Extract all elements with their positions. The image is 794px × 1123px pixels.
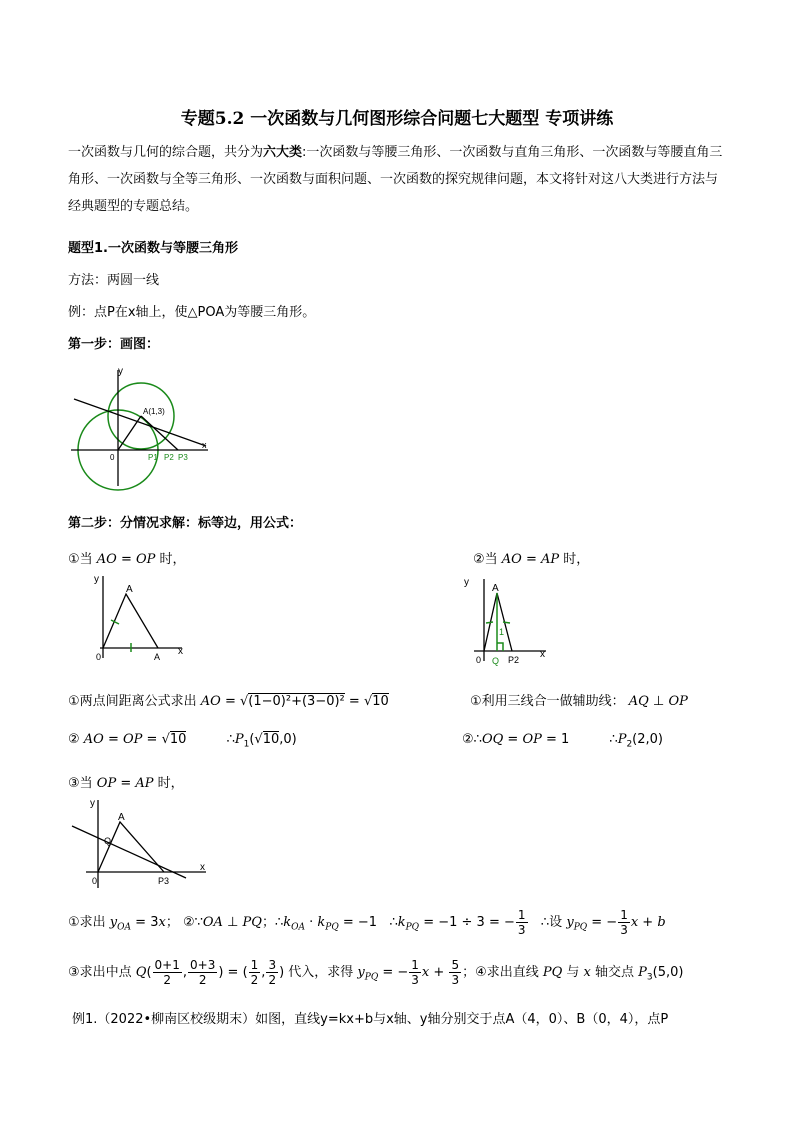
fig3-q-label: Q	[492, 656, 500, 666]
fig3-y-label: y	[464, 577, 469, 588]
tick-ap	[503, 622, 510, 623]
fig3-one-label: 1	[499, 627, 505, 637]
case1-heading: ①当 AO = OP 时，	[68, 552, 186, 567]
intro-lead: 一次函数与几何的综合题，共分为	[68, 145, 264, 160]
fig3-p2-label: P2	[508, 655, 520, 665]
fig3-a-label: A	[492, 583, 499, 594]
right-angle-mark	[497, 643, 503, 651]
two-circles-figure	[66, 364, 216, 494]
intro-bold: 六大类	[263, 145, 303, 160]
case2-figure	[456, 575, 548, 667]
fig1-p3: P3	[178, 453, 188, 462]
case3-line1: ①求出 $y_{OA} = 3x$； ②∵OA ⊥ PQ；$\therefore k_{OA} \cdot k_{PQ} = -1$ $\therefore k_{PQ} = -1 \div 3$ = − $\frac{1}{3}$ ∴设 $y_{PQ}$ = − $\frac{1}{3}$ x + b	[68, 908, 666, 937]
fig4-q-label: Q	[104, 836, 112, 846]
case3-figure	[68, 796, 208, 896]
fig2-x-label: x	[178, 646, 183, 657]
fig4-a-label: A	[118, 812, 125, 823]
case2-line2: ②∴OQ = OP = 1 $\therefore P_2(2,0)$	[462, 732, 663, 750]
case1-line2: ② AO = OP = √10 $\therefore P_1(√10,0)$	[68, 732, 297, 750]
tick-oa	[486, 622, 493, 623]
fig3-x-label: x	[540, 649, 545, 660]
fig4-y-label: y	[90, 798, 95, 809]
fig1-y-label: y	[118, 366, 123, 377]
fig1-p1: P1	[148, 453, 158, 462]
case3-heading: ③当 OP = AP 时，	[68, 776, 184, 791]
fig4-origin: 0	[92, 876, 98, 886]
fig2-a-label: A	[126, 584, 133, 595]
example1-text: 例1.（2022•柳南区校级期末）如图，直线y=kx+b与x轴、y轴分别交于点A（4，0）、B（0，4），点P	[72, 1012, 669, 1027]
triangle	[98, 822, 164, 872]
case1-figure	[88, 572, 188, 664]
example-text: 例：点P在x轴上，使△POA为等腰三角形。	[68, 305, 316, 320]
method-text: 方法：两圆一线	[68, 273, 160, 288]
fig2-origin: 0	[96, 652, 102, 662]
fig4-x-label: x	[200, 862, 205, 873]
case2-heading: ②当 AO = AP 时，	[473, 552, 590, 567]
perp-bisector-line	[74, 399, 206, 446]
fig1-p2: P2	[164, 453, 174, 462]
segment-ap	[141, 416, 178, 450]
fig2-y-label: y	[94, 574, 99, 585]
perp-bisector-pq	[72, 826, 186, 878]
fig1-origin: 0	[110, 453, 115, 462]
step1-heading: 第一步：画图：	[68, 337, 160, 352]
section-heading: 题型1.一次函数与等腰三角形	[68, 241, 238, 256]
case3-line2: ③求出中点 Q( $\frac{0+1}{2}$ , $\frac{0+3}{2}$ ) = ( $\frac{1}{2}$ , $\frac{3}{2}$ ) 代入，求得 $y_{PQ}$ = − $\frac{1}{3}$ x + $\frac{5}{3}$ ；④求出直线 PQ 与 x 轴交点 $P_3(5,0)$	[68, 958, 684, 987]
fig1-a-label: A(1,3)	[143, 407, 165, 416]
case1-line1: ①两点间距离公式求出 AO = √(1−0)²+(3−0)² = √10	[68, 694, 389, 709]
segment-oa	[118, 416, 141, 450]
intro-paragraph	[68, 139, 728, 220]
step2-heading: 第二步：分情况求解：标等边，用公式：	[68, 516, 303, 531]
page-title: 专题5.2 一次函数与几何图形综合问题七大题型 专项讲练	[180, 109, 614, 129]
triangle	[103, 594, 158, 648]
fig2-p-label: A	[154, 652, 161, 662]
case2-line1: ①利用三线合一做辅助线： AQ ⊥ OP	[470, 694, 688, 709]
fig3-origin: 0	[476, 655, 482, 665]
fig4-p3-label: P3	[158, 876, 170, 886]
fig1-x-label: x	[202, 440, 207, 450]
intro-rest: :一次函数与等腰三角形、一次函数与直角三角形、一次函数与等腰直角三角形、一次函数与全等三角形、一次函数与面积问题、一次函数的探究规律问题，本文将针对这八大类进行方法与经典题型的专题总结。	[68, 145, 723, 214]
